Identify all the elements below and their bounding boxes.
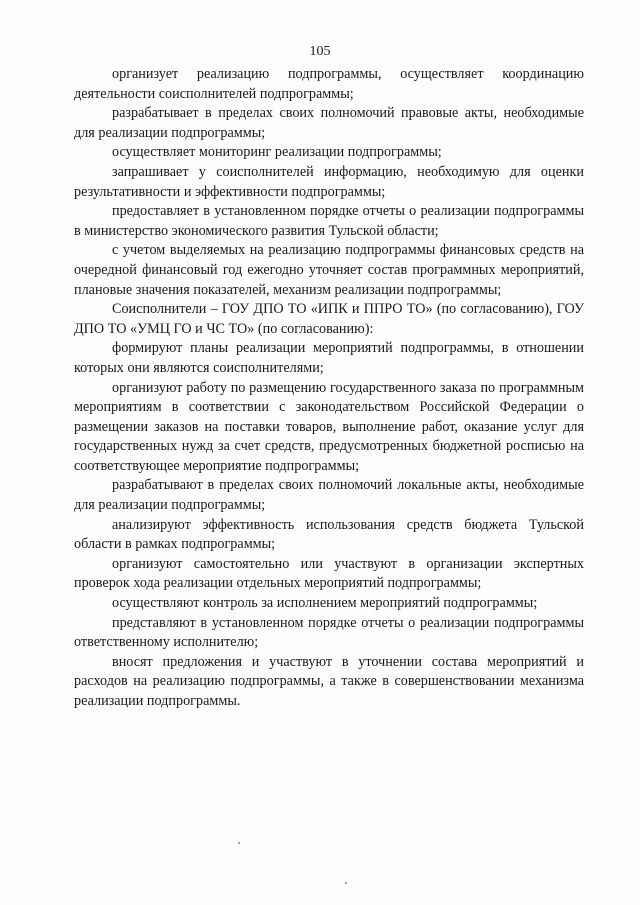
page-number: 105: [309, 44, 331, 59]
document-body: [74, 65, 584, 712]
paragraph: с учетом выделяемых на реализацию подпрограммы финансовых средств на очередной финансовый год ежегодно уточняет состав программных мероприятий, плановые значения показателей, механизм реализации подпрограммы;: [74, 242, 584, 298]
paragraph: формируют планы реализации мероприятий подпрограммы, в отношении которых они являются соисполнителями;: [74, 340, 584, 376]
paragraph: представляют в установленном порядке отчеты о реализации подпрограммы ответственному исполнителю;: [74, 614, 584, 651]
paragraph: разрабатывает в пределах своих полномочий правовые акты, необходимые для реализации подпрограммы;: [74, 105, 584, 141]
paragraph: вносят предложения и участвуют в уточнении состава мероприятий и расходов на реализацию подпрограммы, а также в совершенствовании механизма реализации подпрограммы.: [74, 653, 584, 709]
paragraph: организуют самостоятельно или участвуют в организации экспертных проверок хода реализации отдельных мероприятий подпрограммы;: [74, 555, 584, 592]
scan-speck: [238, 842, 240, 844]
paragraph: осуществляет мониторинг реализации подпрограммы;: [112, 144, 442, 161]
paragraph: организуют работу по размещению государственного заказа по программным мероприятиям в соответствии с законодательством Российской Федерации о размещении заказов на поставки товаров, выполнение работ, оказание услуг для государственных нужд за счет средств, предусмотренных бюджетной росписью на соответствующее мероприятие подпрограммы;: [74, 379, 584, 474]
scan-speck: [345, 882, 347, 884]
paragraph: анализируют эффективность использования средств бюджета Тульской области в рамках подпрограммы;: [74, 516, 584, 553]
paragraph: разрабатывают в пределах своих полномочий локальные акты, необходимые для реализации подпрограммы;: [74, 477, 584, 514]
paragraph: организует реализацию подпрограммы, осуществляет координацию деятельности соисполнителей подпрограммы;: [74, 66, 584, 102]
paragraph: осуществляют контроль за исполнением мероприятий подпрограммы;: [112, 595, 538, 612]
paragraph: запрашивает у соисполнителей информацию, необходимую для оценки результативности и эффективности подпрограммы;: [74, 163, 584, 200]
paragraph: Соисполнители – ГОУ ДПО ТО «ИПК и ППРО ТО» (по согласованию), ГОУ ДПО ТО «УМЦ ГО и ЧС ТО» (по согласованию):: [74, 301, 584, 337]
paragraph: предоставляет в установленном порядке отчеты о реализации подпрограммы в министерство экономического развития Тульской области;: [74, 203, 584, 239]
